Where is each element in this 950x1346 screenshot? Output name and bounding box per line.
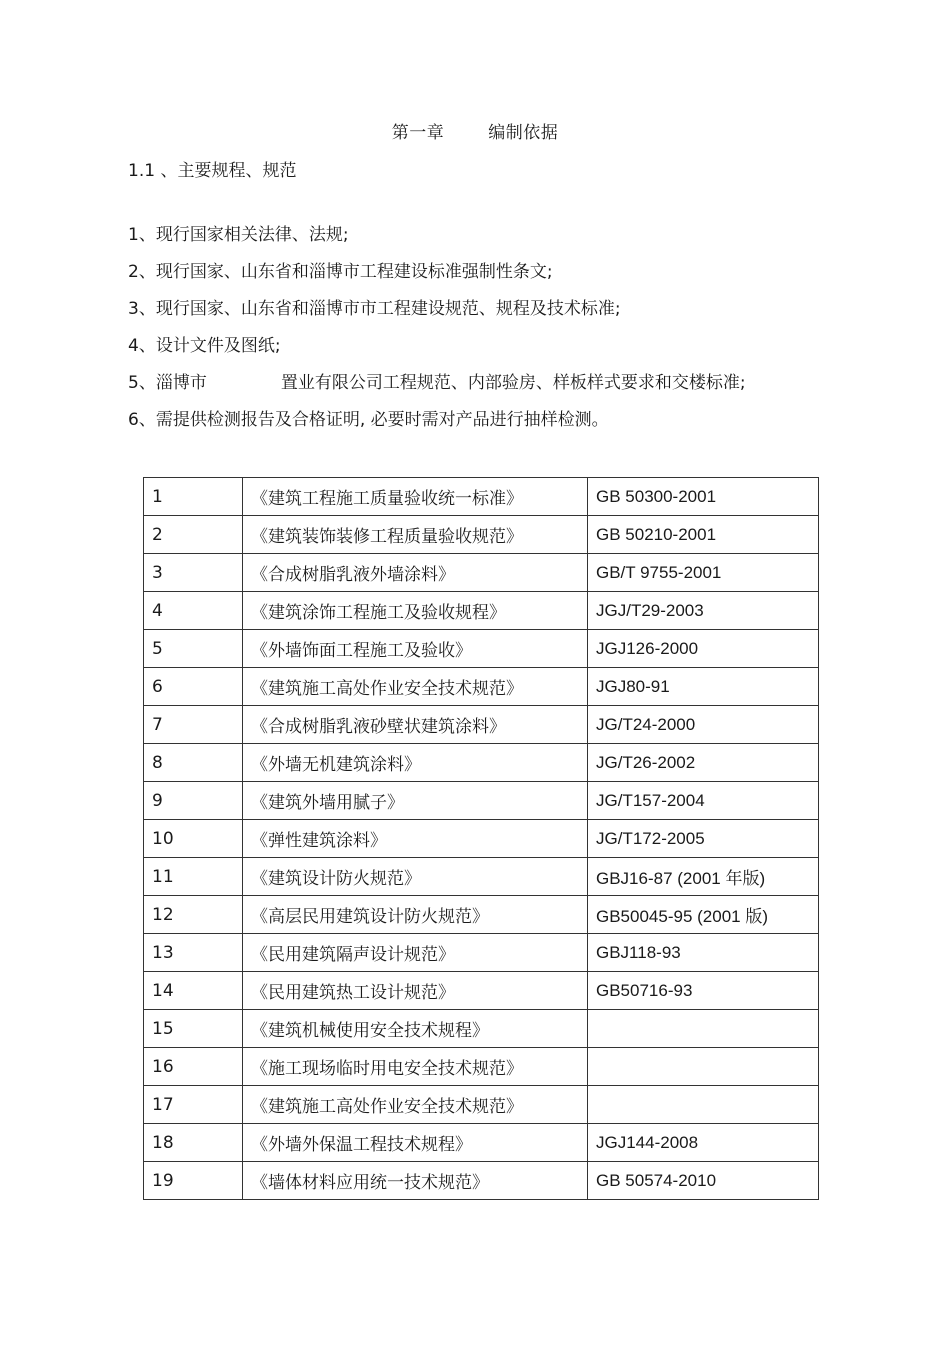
table-row [144,1162,819,1200]
standard-name: 《建筑装饰装修工程质量验收规范》 [243,516,588,554]
standard-name: 《墙体材料应用统一技术规范》 [243,1162,588,1200]
standard-code: GB50045-95 (2001 版) [588,896,819,934]
standard-name: 《建筑工程施工质量验收统一标准》 [243,478,588,516]
basis-item: 6、需提供检测报告及合格证明, 必要时需对产品进行抽样检测。 [128,410,609,430]
row-number: 15 [144,1010,243,1048]
standard-name: 《建筑施工高处作业安全技术规范》 [243,1086,588,1124]
row-number: 10 [144,820,243,858]
standard-name: 《民用建筑隔声设计规范》 [243,934,588,972]
standard-code: JGJ80-91 [588,668,819,706]
row-number: 1 [144,478,243,516]
row-number: 5 [144,630,243,668]
table-row [144,668,819,706]
basis-item-text-before: 5、淄博市 [128,373,207,393]
row-number: 4 [144,592,243,630]
table-row [144,1048,819,1086]
chapter-title [0,118,950,143]
standard-name: 《高层民用建筑设计防火规范》 [243,896,588,934]
row-number: 6 [144,668,243,706]
standard-name: 《外墙无机建筑涂料》 [243,744,588,782]
table-row [144,934,819,972]
table-row [144,1086,819,1124]
standard-code: GBJ118-93 [588,934,819,972]
table-row [144,744,819,782]
table-row [144,706,819,744]
basis-item [128,372,746,409]
standard-code: JGJ144-2008 [588,1124,819,1162]
table-row [144,554,819,592]
basis-item: 1、现行国家相关法律、法规; [128,225,349,245]
standard-code: JG/T26-2002 [588,744,819,782]
table-row [144,858,819,896]
standard-code [588,1086,819,1124]
standard-name: 《建筑机械使用安全技术规程》 [243,1010,588,1048]
row-number: 8 [144,744,243,782]
standard-name: 《外墙外保温工程技术规程》 [243,1124,588,1162]
table-row [144,972,819,1010]
row-number: 16 [144,1048,243,1086]
row-number: 7 [144,706,243,744]
standard-name: 《施工现场临时用电安全技术规范》 [243,1048,588,1086]
row-number: 9 [144,782,243,820]
standard-name: 《建筑涂饰工程施工及验收规程》 [243,592,588,630]
basis-list [128,224,746,446]
standard-code: JG/T24-2000 [588,706,819,744]
standards-table [143,477,819,1200]
standard-code: JG/T157-2004 [588,782,819,820]
standard-code: GB 50300-2001 [588,478,819,516]
basis-item-text-after: 置业有限公司工程规范、内部验房、样板样式要求和交楼标准; [280,373,746,393]
table-row [144,478,819,516]
standard-name: 《民用建筑热工设计规范》 [243,972,588,1010]
standard-name: 《合成树脂乳液外墙涂料》 [243,554,588,592]
basis-item: 2、现行国家、山东省和淄博市工程建设标准强制性条文; [128,262,553,282]
row-number: 18 [144,1124,243,1162]
standard-name: 《建筑施工高处作业安全技术规范》 [243,668,588,706]
table-row [144,820,819,858]
basis-item: 3、现行国家、山东省和淄博市市工程建设规范、规程及技术标准; [128,299,621,319]
standard-name: 《合成树脂乳液砂壁状建筑涂料》 [243,706,588,744]
standard-code: GB50716-93 [588,972,819,1010]
standard-code [588,1048,819,1086]
standard-code: GB 50574-2010 [588,1162,819,1200]
basis-item: 4、设计文件及图纸; [128,336,281,356]
row-number: 3 [144,554,243,592]
table-row [144,630,819,668]
table-row [144,782,819,820]
row-number: 11 [144,858,243,896]
standard-name: 《建筑外墙用腻子》 [243,782,588,820]
row-number: 12 [144,896,243,934]
table-row [144,516,819,554]
standards-table-body [144,478,819,1200]
row-number: 14 [144,972,243,1010]
row-number: 17 [144,1086,243,1124]
row-number: 2 [144,516,243,554]
standard-code: JG/T172-2005 [588,820,819,858]
standard-code: JGJ/T29-2003 [588,592,819,630]
standard-code [588,1010,819,1048]
standard-name: 《外墙饰面工程施工及验收》 [243,630,588,668]
chapter-name: 编制依据 [488,123,559,143]
table-row [144,896,819,934]
standard-code: GB 50210-2001 [588,516,819,554]
standard-name: 《建筑设计防火规范》 [243,858,588,896]
row-number: 19 [144,1162,243,1200]
section-heading: 1.1 、主要规程、规范 [128,161,297,181]
standard-code: GBJ16-87 (2001 年版) [588,858,819,896]
standard-name: 《弹性建筑涂料》 [243,820,588,858]
row-number: 13 [144,934,243,972]
table-row [144,1124,819,1162]
standard-code: JGJ126-2000 [588,630,819,668]
standard-code: GB/T 9755-2001 [588,554,819,592]
chapter-number: 第一章 [391,123,445,143]
table-row [144,592,819,630]
table-row [144,1010,819,1048]
